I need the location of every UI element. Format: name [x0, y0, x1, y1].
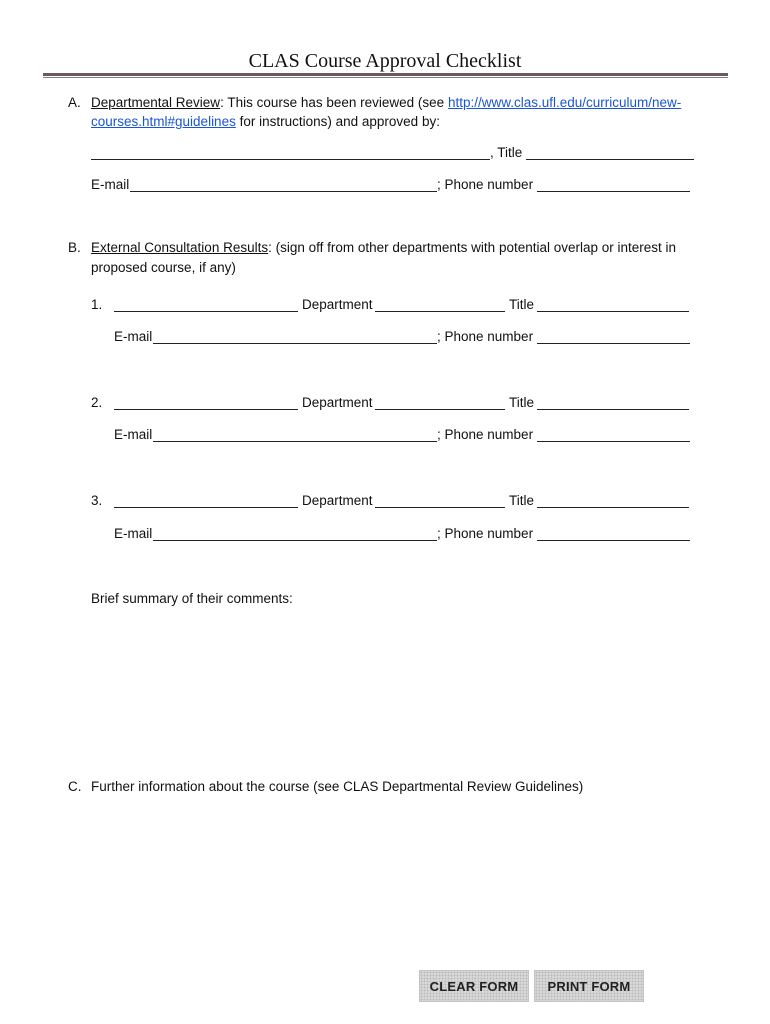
entry-2-title-label: Title: [509, 395, 535, 410]
section-a-text1: : This course has been reviewed (see: [220, 95, 448, 110]
entry-2-department-label: Department: [302, 395, 373, 410]
section-a-letter: A.: [68, 95, 81, 110]
entry-1-email-label: E-mail: [114, 329, 153, 344]
entry-3-title-field[interactable]: [537, 507, 689, 508]
entry-3-phone-field[interactable]: [537, 540, 690, 541]
entry-1-title-label: Title: [509, 297, 535, 312]
entry-1-phone-label: ; Phone number: [437, 329, 534, 344]
title-rule-thin: [43, 77, 728, 78]
entry-1-department-label: Department: [302, 297, 373, 312]
entry-2-email-field[interactable]: [153, 441, 437, 442]
clear-form-button[interactable]: CLEAR FORM: [419, 970, 529, 1002]
section-b-text1: : (sign off from other departments with potential overlap or interest in: [268, 240, 677, 255]
approver-email-field[interactable]: [130, 191, 437, 192]
print-form-button[interactable]: PRINT FORM: [534, 970, 644, 1002]
comments-summary-label: Brief summary of their comments:: [91, 591, 293, 606]
entry-3-email-label: E-mail: [114, 526, 153, 541]
approver-name-field[interactable]: [91, 159, 490, 160]
section-a-text2: for instructions) and approved by:: [235, 114, 440, 129]
entry-3-name-field[interactable]: [114, 507, 298, 508]
section-a-line2: [91, 114, 440, 130]
section-c-text: Further information about the course (see CLAS Departmental Review Guidelines): [91, 779, 584, 794]
approver-email-label: E-mail: [91, 177, 130, 192]
entry-2-number: 2.: [91, 395, 103, 410]
approver-title-label: , Title: [490, 145, 523, 160]
guidelines-link-part1[interactable]: http://www.clas.ufl.edu/curriculum/new-: [447, 95, 682, 110]
entry-3-department-label: Department: [302, 493, 373, 508]
entry-1-name-field[interactable]: [114, 311, 298, 312]
approver-title-field[interactable]: [526, 159, 694, 160]
entry-3-email-field[interactable]: [153, 540, 437, 541]
entry-2-phone-field[interactable]: [537, 441, 690, 442]
entry-1-phone-field[interactable]: [537, 343, 690, 344]
approver-phone-label: ; Phone number: [437, 177, 534, 192]
entry-3-phone-label: ; Phone number: [437, 526, 534, 541]
entry-2-name-field[interactable]: [114, 409, 298, 410]
title-rule: [43, 73, 728, 76]
entry-1-number: 1.: [91, 297, 103, 312]
further-info-area[interactable]: [91, 800, 691, 950]
section-b-heading: External Consultation Results: [91, 240, 269, 255]
entry-1-title-field[interactable]: [537, 311, 689, 312]
section-b-line1: [91, 240, 676, 256]
section-c-letter: C.: [68, 779, 82, 794]
entry-2-title-field[interactable]: [537, 409, 689, 410]
comments-summary-area[interactable]: [91, 612, 691, 762]
section-b-line2: proposed course, if any): [91, 260, 236, 275]
entry-3-department-field[interactable]: [375, 507, 505, 508]
approver-phone-field[interactable]: [537, 191, 690, 192]
guidelines-link-part2[interactable]: courses.html#guidelines: [91, 114, 236, 129]
entry-2-email-label: E-mail: [114, 427, 153, 442]
page-title: CLAS Course Approval Checklist: [248, 50, 522, 72]
entry-2-department-field[interactable]: [375, 409, 505, 410]
section-b-letter: B.: [68, 240, 81, 255]
section-a-heading: Departmental Review: [91, 95, 221, 110]
entry-2-phone-label: ; Phone number: [437, 427, 534, 442]
entry-1-department-field[interactable]: [375, 311, 505, 312]
section-a-line1: [91, 95, 681, 111]
entry-1-email-field[interactable]: [153, 343, 437, 344]
entry-3-title-label: Title: [509, 493, 535, 508]
entry-3-number: 3.: [91, 493, 103, 508]
